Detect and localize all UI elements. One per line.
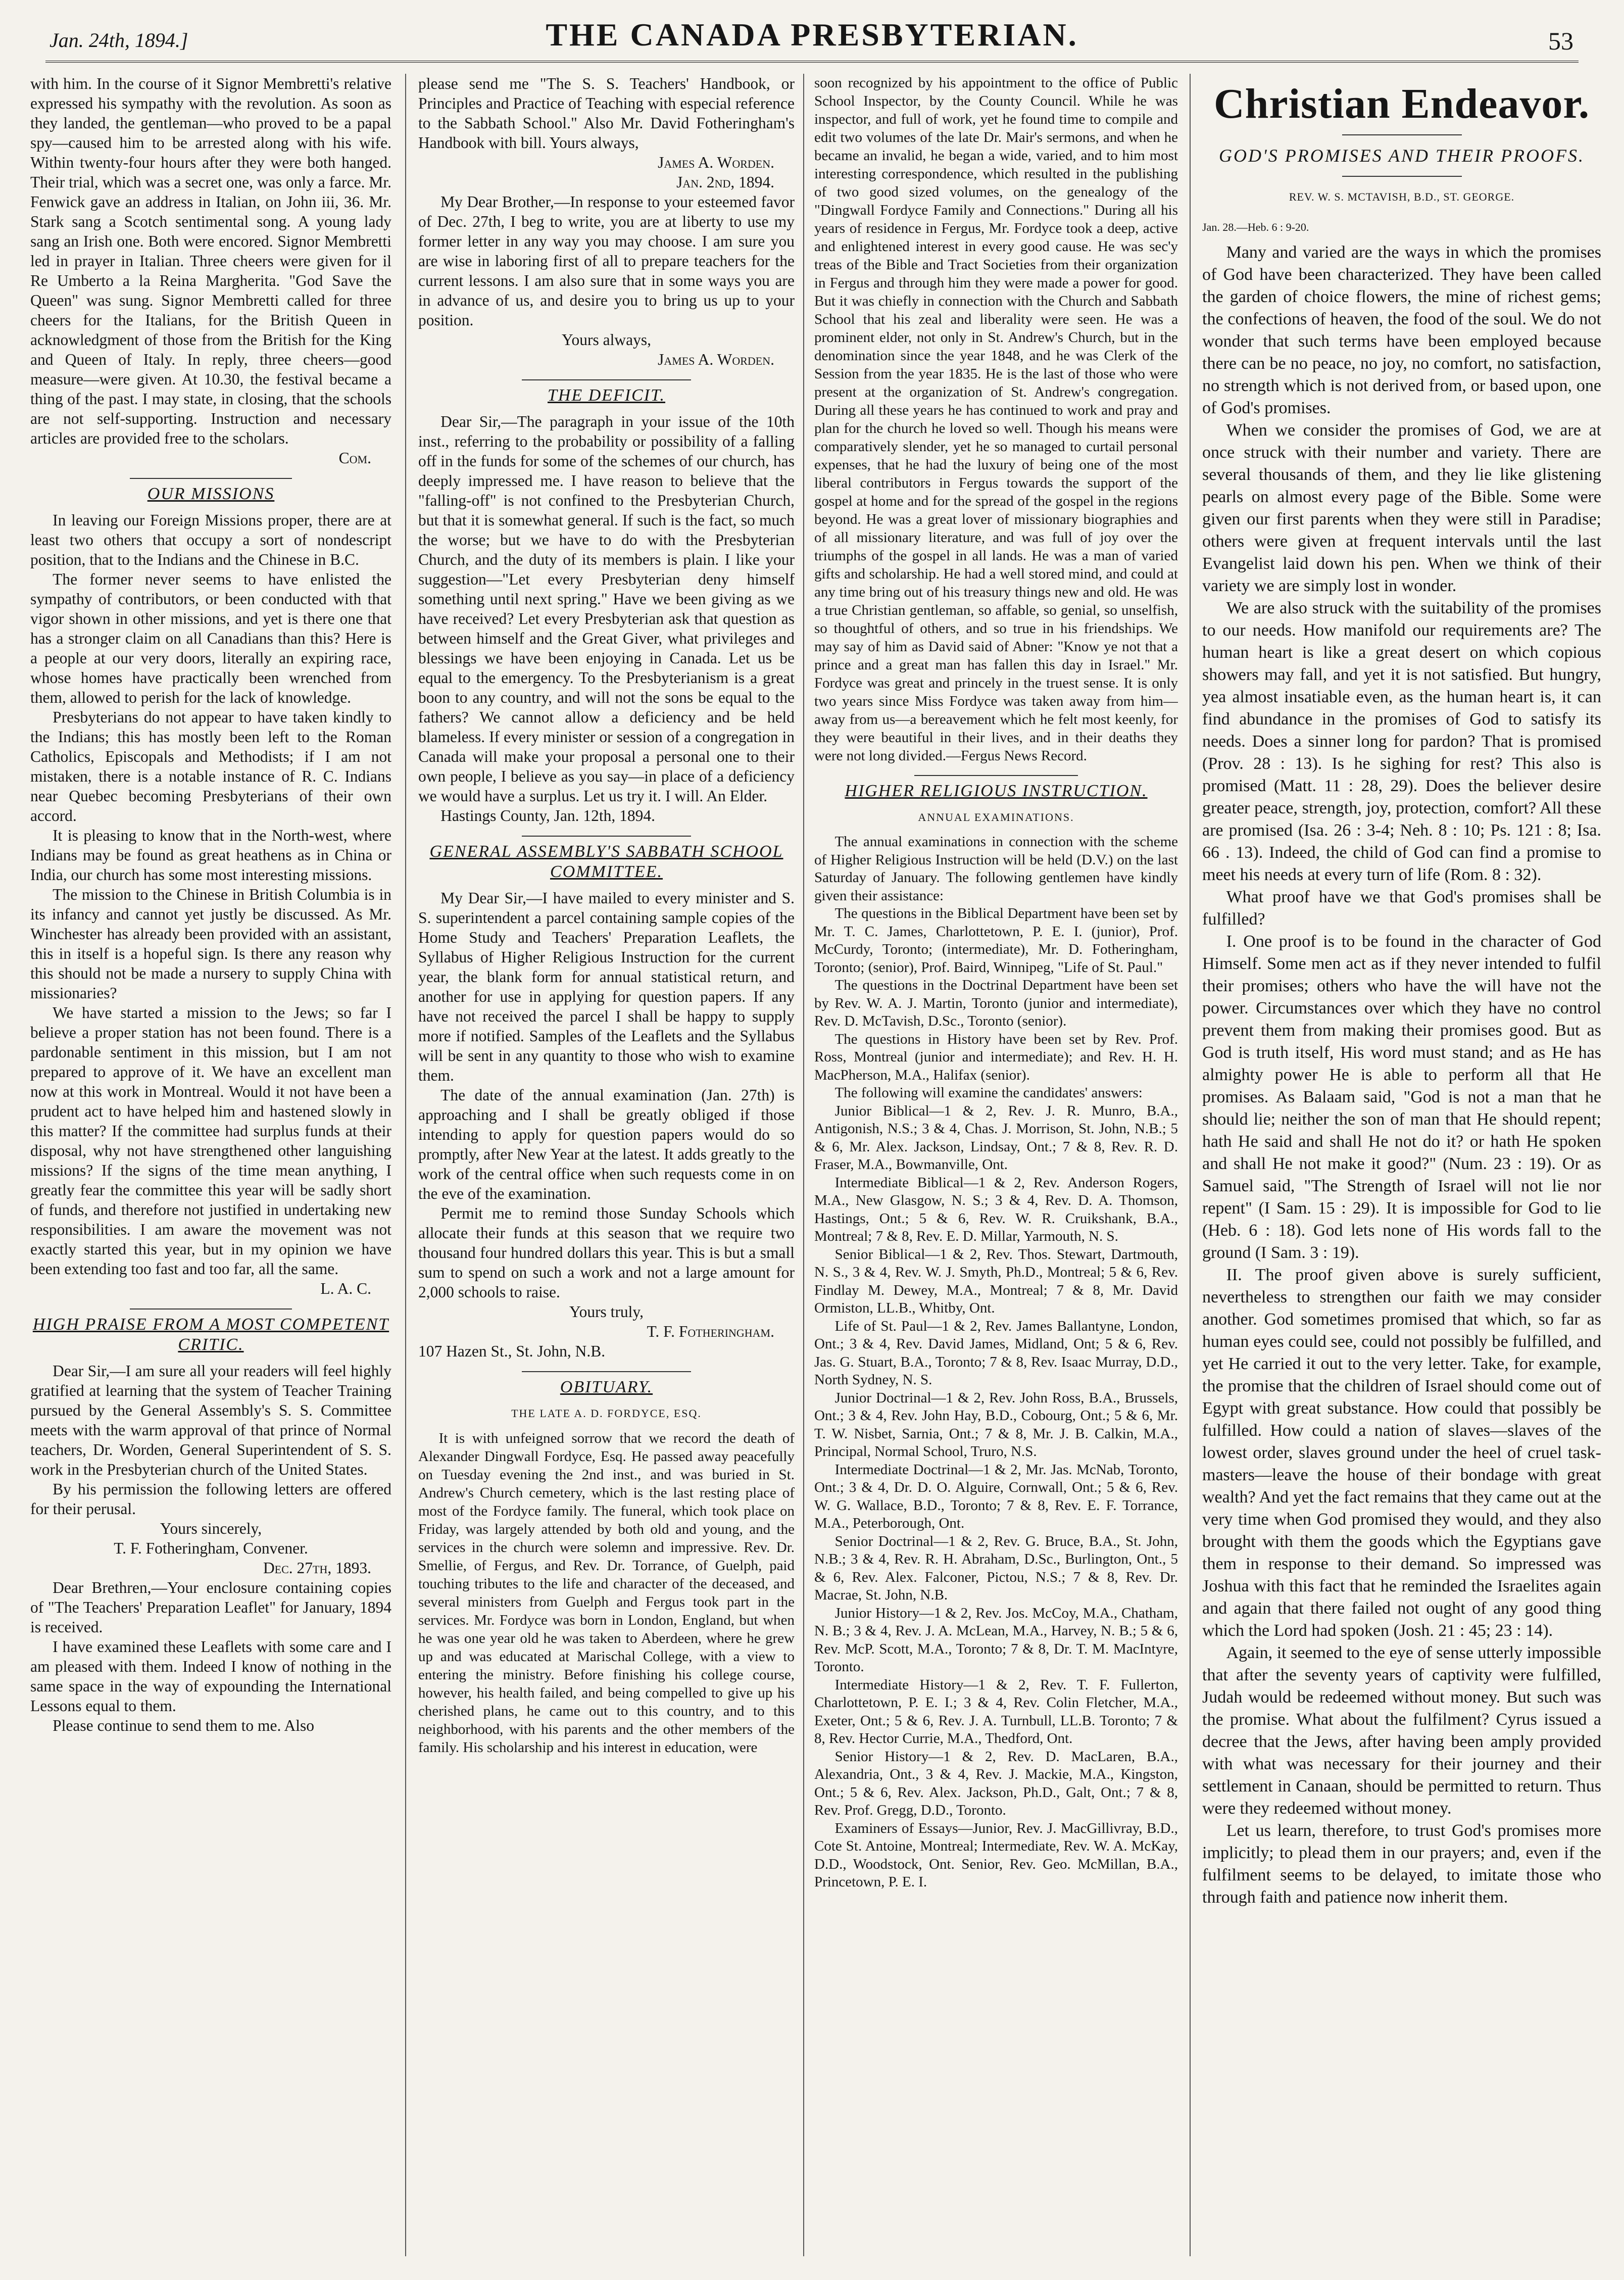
examiner-list: Examiners of Essays—Junior, Rev. J. MacGillivray, B.D., Cote St. Antoine, Montreal; Intermediate, Rev. W. A. McKay, D.D., Woodstock, Ont. Senior, Rev. Geo. McMillan, B.A., Princetown, P. E. I. bbox=[814, 1820, 1178, 1890]
article-paragraph: Dear Sir,—The paragraph in your issue of the 10th inst., referring to the probability or possibility of a falling off in the funds for some of the schemes of our church, has deeply impressed me. I have reason to believe that the "falling-off" is not confined to the Presbyterian Church, but that it is somewhat general. If such is the fact, so much the worse; but we have to do with the Presbyterian Church, and the duty of its members is plain. I like your suggestion—"Let every Presbyterian deny himself something until next spring." Have we been giving as we have received? Let every Presbyterian ask that question as between himself and the Great Giver, what privileges and blessings we have been enjoying in Canada. Let us be equal to the emergency. To the Presbyterianism is a great boon to any country, and will not the sons be equal to the fathers? We cannot allow a deficiency and be held blameless. If every minister or session of a congregation in Canada will make your proposal a personal one to their own people, I believe as you say—in place of a deficiency we would have a surplus. Let us try it. I will. An Elder. bbox=[418, 413, 795, 805]
article-paragraph: Presbyterians do not appear to have taken kindly to the Indians; this has mostly been left to the Roman Catholics, Episcopals and Methodists; if I am not mistaken, there is a notable instance of R. C. Indians near Quebec becoming Presbyterians of their own accord. bbox=[30, 708, 391, 824]
article-paragraph: When we consider the promises of God, we are at once struck with their number and variety. There are several thousands of them, and they lie like glistening pearls on almost every page of the Bible. Some were given our first parents when they were still in Paradise; others were given at frequent intervals until the last Evangelist laid down his pen. When we think of their variety we are simply lost in wonder. bbox=[1202, 421, 1601, 595]
masthead-title: THE CANADA PRESBYTERIAN. bbox=[546, 17, 1078, 53]
article-paragraph: II. The proof given above is surely sufficient, nevertheless to strengthen our faith we may consider another. God sometimes promised that which, so far as human eyes could see, could not possibly be fulfilled, and yet He carried it out to the very letter. Take, for example, the promise that the children of Israel should come out of Egypt with great substance. How could that possibly be fulfilled. How could a nation of slaves—slaves of the lowest order, slaves ground under the heel of cruel task-masters—leave the house of their bondage with great wealth? And yet the fact remains that they came out at the very time when God promised they would, and they also brought with them the goods which the Egyptians gave them in response to their demand. So impressed was Joshua with this fact that he reminded the Israelites again and again that there failed not ought of any good thing which the Lord had spoken (Josh. 21 : 45; 23 : 14). bbox=[1202, 1266, 1601, 1640]
column-3 bbox=[814, 74, 1178, 2261]
article-paragraph: Dear Brethren,—Your enclosure containing copies of "The Teachers' Preparation Leaflet" for January, 1894 is received. bbox=[30, 1579, 391, 1636]
signature: L. A. C. bbox=[320, 1280, 371, 1297]
scripture-reference: Jan. 28.—Heb. 6 : 9-20. bbox=[1202, 221, 1309, 233]
article-paragraph: The mission to the Chinese in British Columbia is in its infancy and cannot yet justly be discussed. As Mr. Winchester has already been provided with an assistant, this in itself is a hopeful sign. Is there any reason why this should not be made a nursery to supply China with missionaries? bbox=[30, 886, 391, 1002]
column-divider bbox=[1190, 74, 1191, 2256]
article-paragraph: Permit me to remind those Sunday Schools which allocate their funds at this season that we require two thousand four hundred dollars this year. This is but a small sum to spend on such a work and not a large amount for 2,000 schools to raise. bbox=[418, 1204, 795, 1301]
article-paragraph: By his permission the following letters are offered for their perusal. bbox=[30, 1480, 391, 1518]
article-paragraph: I. One proof is to be found in the character of God Himself. Some men act as if they never intended to fulfil their promises; others who have the will have not the power. Circumstances over which they have no control prevent them from making their promises good. But as God is truth itself, His word must stand; and as He has almighty power He is able to perform all that He promises. As Balaam said, "God is not a man that he should lie; neither the son of man that He should repent; hath He said and shall He not do it? or hath He spoken and shall He not make it good?" (Num. 23 : 19). Or as Samuel said, "The Strength of Israel will not lie nor repent" (I Sam. 15 : 29). It is impossible for God to lie (Heb. 6 : 18). God lets none of His words fall to the ground (I Sam. 3 : 19). bbox=[1202, 932, 1601, 1262]
examiner-list: Junior History—1 & 2, Rev. Jos. McCoy, M.A., Chatham, N. B.; 3 & 4, Rev. J. A. McLean, M.A., Harvey, N. B.; 5 & 6, Rev. McP. Scott, M.A., Toronto; 7 & 8, Dr. T. M. MacIntyre, Toronto. bbox=[814, 1605, 1178, 1675]
section-rule bbox=[1342, 176, 1462, 177]
examiner-list: Intermediate Doctrinal—1 & 2, Mr. Jas. McNab, Toronto, Ont.; 3 & 4, Dr. D. O. Alguire, Cornwall, Ont.; 5 & 6, Rev. W. G. Wallace, B.D., Toronto; 7 & 8, Rev. E. F. Torrance, M.A., Peterborough, Ont. bbox=[814, 1461, 1178, 1531]
header-rule bbox=[45, 61, 1579, 63]
page-number: 53 bbox=[1548, 27, 1573, 55]
article-paragraph: with him. In the course of it Signor Membretti's relative expressed his sympathy with the revolution. As soon as they landed, the gentleman—who proved to be a papal spy—caused him to be arrested along with his wife. Within twenty-four hours after they were both hanged. Their trial, which was a secret one, was only a farce. Mr. Fenwick gave an address in Italian, on John iii, 36. Mr. Stark sang a Scotch sentimental song. A young lady sang an Irish one. Both were encored. Signor Membretti led in prayer in Italian. Three cheers were given for il Re Umberto a la Reina Margherita. "God Save the Queen" was sung. Signor Membretti called for three cheers for the Italians, for the British Queen in acknowledgment of those from the British for the King and Queen of Italy. In reply, three cheers—good measure—were given. At 10.30, the festival became a thing of the past. I may state, in closing, that the schools are not self-supporting. Instruction and necessary articles are provided free to the scholars. bbox=[30, 75, 391, 447]
obituary-subtitle: THE LATE A. D. FORDYCE, ESQ. bbox=[511, 1407, 702, 1420]
article-paragraph: The annual examinations in connection with the scheme of Higher Religious Instruction will be held (D.V.) on the last Saturday of January. The following gentlemen have kindly given their assistance: bbox=[814, 834, 1178, 904]
address: 107 Hazen St., St. John, N.B. bbox=[418, 1342, 606, 1360]
section-rule bbox=[130, 1308, 292, 1309]
article-paragraph: It is with unfeigned sorrow that we record the death of Alexander Dingwall Fordyce, Esq. He passed away peacefully on Tuesday evening the 2nd inst., and was buried in St. Andrew's Church cemetery, which is the last resting place of most of the Fordyce family. The funeral, which took place on Friday, was largely attended by both old and young, and the services in the church were solemn and impressive. Rev. Dr. Smellie, of Fergus, and Rev. Dr. Torrance, of Guelph, paid touching tributes to the life and character of the deceased, and several ministers from Guelph and Fergus took part in the services. Mr. Fordyce was born in London, England, but when he was one year old he was taken to Aberdeen, where he grew up and was educated at Marischal College, with a view to entering the ministry. Before finishing his college course, however, his health failed, and being compelled to give up his cherished plans, he came out to this country, and to this neighborhood, with his parents and the other members of the family. His scholarship and his interest in education, were bbox=[418, 1430, 795, 1756]
letter-date: Jan. 2nd, 1894. bbox=[676, 173, 774, 191]
section-subtitle: ANNUAL EXAMINATIONS. bbox=[918, 811, 1074, 823]
article-paragraph: My Dear Sir,—I have mailed to every minister and S. S. superintendent a parcel containing sample copies of the Home Study and Teachers' Preparation Leaflets, the Syllabus of Higher Religious Instruction for the current year, the blank form for annual statistical return, and another for use in applying for question papers. If any have not received the parcel I shall be happy to supply more if notified. Samples of the Leaflets and the Syllabus will be sent in any quantity to those who wish to examine them. bbox=[418, 889, 795, 1084]
examiner-list: Senior Doctrinal—1 & 2, Rev. G. Bruce, B.A., St. John, N.B.; 3 & 4, Rev. R. H. Abraham, D.Sc., Burlington, Ont., 5 & 6, Rev. Alex. Falconer, Pictou, N.S.; 7 & 8, Rev. Dr. Macrae, St. John, N.B. bbox=[814, 1533, 1178, 1603]
closing: Yours always, bbox=[561, 331, 652, 349]
article-paragraph: please send me "The S. S. Teachers' Handbook, or Principles and Practice of Teaching with especial reference to the Sabbath School." Also Mr. David Fotheringham's Handbook with bill. Yours always, bbox=[418, 75, 795, 152]
section-rule bbox=[522, 836, 691, 837]
article-paragraph: We have started a mission to the Jews; so far I believe a proper station has not been found. There is a pardonable sentiment in this mission, but I am not prepared to approve of it. We have an excellent man now at this work in Montreal. Would it not have been a prudent act to have helped him and hastened slowly in this matter? If the committee had surplus funds at their disposal, why not have strengthened other languishing missions? If the signs of the time mean anything, I greatly fear the committee this year will be sadly short of funds, and therefore not justified in undertaking new responsibilities. I am aware the movement was not exactly started this year, but in my opinion we have been extending too fast and too far, all the same. bbox=[30, 1004, 391, 1278]
examiner-list: Junior Biblical—1 & 2, Rev. J. R. Munro, B.A., Antigonish, N.S.; 3 & 4, Chas. J. Morrison, St. John, N.B.; 5 & 6, Mr. Alex. Jackson, Lindsay, Ont.; 7 & 8, Rev. R. D. Fraser, M.A., Bowmanville, Ont. bbox=[814, 1102, 1178, 1173]
examiner-list: Life of St. Paul—1 & 2, Rev. James Ballantyne, London, Ont.; 3 & 4, Rev. David James, Midland, Ont; 5 & 6, Rev. Jas. G. Stuart, B.A., Toronto; 7 & 8, Rev. Isaac Murray, D.D., North Sydney, N. S. bbox=[814, 1318, 1178, 1388]
signature: Com. bbox=[338, 449, 371, 467]
byline: REV. W. S. MCTAVISH, B.D., ST. GEORGE. bbox=[1289, 190, 1515, 203]
section-title-higher-religious-instruction: HIGHER RELIGIOUS INSTRUCTION. bbox=[845, 782, 1148, 800]
section-rule bbox=[130, 478, 292, 479]
issue-date: Jan. 24th, 1894.] bbox=[50, 29, 188, 52]
page-header bbox=[45, 11, 1579, 62]
column-4 bbox=[1202, 74, 1601, 2261]
section-title-our-missions: OUR MISSIONS bbox=[147, 484, 275, 503]
article-paragraph: Dear Sir,—I am sure all your readers will feel highly gratified at learning that the system of Teacher Training pursued by the General Assembly's S. S. Committee meets with the warm approval of that prince of Normal teachers, Dr. Worden, General Superintendent of S. S. work in the Presbyterian church of the United States. bbox=[30, 1362, 391, 1478]
signature: T. F. Fotheringham. bbox=[647, 1323, 774, 1340]
column-divider bbox=[405, 74, 406, 2256]
section-title-high-praise: HIGH PRAISE FROM A MOST COMPETENT CRITIC. bbox=[32, 1315, 389, 1354]
article-paragraph: In leaving our Foreign Missions proper, there are at least two others that occupy a sort of nondescript position, that to the Indians and the Chinese in B.C. bbox=[30, 511, 391, 568]
signature: James A. Worden. bbox=[658, 154, 774, 171]
article-paragraph: My Dear Brother,—In response to your esteemed favor of Dec. 27th, I beg to write, you are at liberty to use my former letter in any way you may choose. I am sure you are wise in laboring first of all to prepare teachers for the current lessons. I am also sure that in some ways you are in advance of us, and desire you to bring us up to your position. bbox=[418, 193, 795, 329]
section-rule bbox=[1342, 134, 1462, 135]
article-paragraph: The former never seems to have enlisted the sympathy of contributors, or been conducted with that vigor shown in other missions, and yet is there one that has a stronger claim on all Canadians than this? Here is a people at our very doors, literally an expiring race, whose homes have practically been wrenched from them, allowed to perish for the lack of knowledge. bbox=[30, 570, 391, 706]
article-paragraph: Hastings County, Jan. 12th, 1894. bbox=[440, 807, 656, 824]
section-rule bbox=[522, 1371, 691, 1372]
article-paragraph: Please continue to send them to me. Also bbox=[53, 1717, 315, 1734]
article-subtitle: GOD'S PROMISES AND THEIR PROOFS. bbox=[1219, 145, 1585, 166]
article-paragraph: The date of the annual examination (Jan. 27th) is approaching and I shall be greatly obliged if those intending to apply for question papers would do so promptly, after New Year at the latest. It adds greatly to the work of the central office when such requests come in on the eve of the examination. bbox=[418, 1086, 795, 1202]
closing: Yours truly, bbox=[569, 1303, 644, 1321]
closing: Yours sincerely, bbox=[160, 1520, 262, 1537]
signature: T. F. Fotheringham, Convener. bbox=[114, 1539, 308, 1557]
examiner-list: Intermediate Biblical—1 & 2, Rev. Anderson Rogers, M.A., New Glasgow, N. S.; 3 & 4, Rev. D. A. Thomson, Hastings, Ont.; 5 & 6, Rev. W. R. Cruikshank, B.A., Montreal; 7 & 8, Rev. E. D. Millar, Yarmouth, N. S. bbox=[814, 1174, 1178, 1244]
letter-date: Dec. 27th, 1893. bbox=[263, 1559, 371, 1577]
article-paragraph: Let us learn, therefore, to trust God's promises more implicitly; to plead them in our prayers; and, even if the fulfilment seems to be delayed, to imitate those who through faith and patience now inherit them. bbox=[1202, 1821, 1601, 1907]
article-paragraph: What proof have we that God's promises shall be fulfilled? bbox=[1202, 888, 1601, 929]
column-2 bbox=[418, 74, 795, 2261]
section-title-assembly: GENERAL ASSEMBLY'S SABBATH SCHOOL COMMITTEE. bbox=[429, 842, 783, 881]
article-paragraph: The following will examine the candidates' answers: bbox=[834, 1085, 1143, 1101]
examiner-list: Intermediate History—1 & 2, Rev. T. F. Fullerton, Charlottetown, P. E. I.; 3 & 4, Rev. Colin Fletcher, M.A., Exeter, Ont.; 5 & 6, Rev. J. A. Turnbull, LL.B. Toronto; 7 & 8, Rev. Hector Currie, M.A., Thedford, Ont. bbox=[814, 1676, 1178, 1747]
column-divider bbox=[803, 74, 804, 2256]
examiner-list: Senior History—1 & 2, Rev. D. MacLaren, B.A., Alexandria, Ont., 3 & 4, Rev. J. Mackie, M.A., Kingston, Ont.; 5 & 6, Rev. Alex. Jackson, Ph.D., Galt, Ont.; 7 & 8, Rev. Prof. Gregg, D.D., Toronto. bbox=[814, 1748, 1178, 1818]
examiner-list: Senior Biblical—1 & 2, Rev. Thos. Stewart, Dartmouth, N. S., 3 & 4, Rev. W. J. Smyth, Ph.D., Montreal; 5 & 6, Rev. Findlay M. Dewey, M.A., Montreal; 7 & 8, Mr. David Ormiston, LL.B., Whitby, Ont. bbox=[814, 1246, 1178, 1316]
section-title-deficit: THE DEFICIT. bbox=[547, 386, 666, 405]
article-paragraph: It is pleasing to know that in the North-west, where Indians may be found as great heathens as in China or India, our church has some most interesting missions. bbox=[30, 827, 391, 884]
section-rule bbox=[914, 775, 1078, 776]
article-paragraph: I have examined these Leaflets with some care and I am pleased with them. Indeed I know of nothing in the same space in the way of expounding the International Lessons equal to them. bbox=[30, 1638, 391, 1715]
article-paragraph: The questions in History have been set by Rev. Prof. Ross, Montreal (junior and intermediate); and Rev. H. H. MacPherson, M.A., Halifax (senior). bbox=[814, 1031, 1178, 1083]
article-paragraph: The questions in the Doctrinal Department have been set by Rev. W. A. J. Martin, Toronto (junior and intermediate), Rev. D. McTavish, D.Sc., Toronto (senior). bbox=[814, 977, 1178, 1029]
signature: James A. Worden. bbox=[658, 351, 774, 368]
article-paragraph: Many and varied are the ways in which the promises of God have been characterized. They have been called the garden of choice flowers, the mine of richest gems; the confections of heaven, the food of the soul. We do not wonder that such terms have been employed because there can be no peace, no joy, no comfort, no satisfaction, no strength which is not derived from, or based upon, one of God's promises. bbox=[1202, 243, 1601, 417]
section-title-christian-endeavor: Christian Endeavor. bbox=[1213, 80, 1590, 127]
column-1 bbox=[30, 74, 391, 2261]
examiner-list: Junior Doctrinal—1 & 2, Rev. John Ross, B.A., Brussels, Ont.; 3 & 4, Rev. John Hay, B.D., Cobourg, Ont.; 5 & 6, Mr. T. W. Nisbet, Sarnia, Ont.; 7 & 8, Mr. J. B. Calkin, M.A., Principal, Normal School, Truro, N.S. bbox=[814, 1389, 1178, 1460]
section-rule bbox=[522, 379, 691, 380]
article-paragraph: soon recognized by his appointment to the office of Public School Inspector, by the County Council. While he was inspector, and full of work, yet he found time to compile and edit two volumes of the late Dr. Mair's sermons, and when he became an invalid, he began a wide, varied, and to him most interesting correspondence, which resulted in the publishing of two good sized volumes, on the genealogy of the "Dingwall Fordyce Family and Connections." During all his years of residence in Fergus, Mr. Fordyce took a deep, active and enlightened interest in every good cause. He was sec'y treas of the Bible and Tract Societies from their organization in Fergus and through him they were made a power for good. But it was chiefly in connection with the Church and Sabbath School that his zeal and liberality were seen. He was a prominent elder, not only in St. Andrew's Church, but in the denomination since the year 1848, and he was Clerk of the Session from the year 1835. He is the last of those who were present at the organization of St. Andrew's congregation. During all these years he has continued to work and pray and plan for the church he loved so well. Though his means were comparatively slender, yet he so managed to curtail personal expenses, that he had the luxury of being one of the most liberal contributors in Fergus towards the support of the gospel at home and for the spread of the gospel in the regions beyond. He was a great lover of missionary biographies and of all missionary literature, and was full of joy over the triumphs of the gospel in all lands. He was a man of varied gifts and scholarship. He had a well stored mind, and could at any time bring out of his treasury things new and old. He was a true Christian gentleman, so affable, so genial, so unselfish, so thoughtful of others, and so true in his friendships. We may say of him as David said of Abner: "Know ye not that a prince and a great man has fallen this day in Israel." Mr. Fordyce was great and princely in the truest sense. It is only two years since Miss Fordyce was taken away from him—away from us—a bereavement which he felt most keenly, for they were beautiful in their lives, and in their deaths they were not long divided.—Fergus News Record. bbox=[814, 75, 1178, 764]
article-paragraph: We are also struck with the suitability of the promises to our needs. How manifold our requirements are? The human heart is like a great desert on which copious showers may fall, and yet it is not satisfied. But hungry, yea almost insatiable even, as the human heart is, it can find abundance in the promises of God to satisfy its needs. Does a sinner long for pardon? That is promised (Prov. 28 : 13). Is he sighing for rest? This also is promised (Matt. 11 : 28, 29). Does the believer desire greater peace, strength, joy, protection, comfort? All these are promised (Isa. 26 : 3-4; Neh. 8 : 10; Ps. 121 : 8; Isa. 66 . 13). Indeed, the child of God can find a promise to meet his needs at every turn of life (Rom. 8 : 32). bbox=[1202, 599, 1601, 884]
article-paragraph: Again, it seemed to the eye of sense utterly impossible that after the seventy years of captivity were fulfilled, Judah would be redeemed without money. But such was the promise. What about the fulfilment? Cyrus issued a decree that the Jews, after having been amply provided with what was necessary for their journey and their settlement in Canaan, should be permitted to return. Thus were they redeemed without money. bbox=[1202, 1643, 1601, 1818]
article-paragraph: The questions in the Biblical Department have been set by Mr. T. C. James, Charlottetown, P. E. I. (junior), Prof. McCurdy, Toronto; (intermediate), Mr. D. Fotheringham, Toronto; (senior), Prof. Baird, Winnipeg, "Life of St. Paul." bbox=[814, 905, 1178, 976]
section-title-obituary: OBITUARY. bbox=[560, 1378, 653, 1396]
